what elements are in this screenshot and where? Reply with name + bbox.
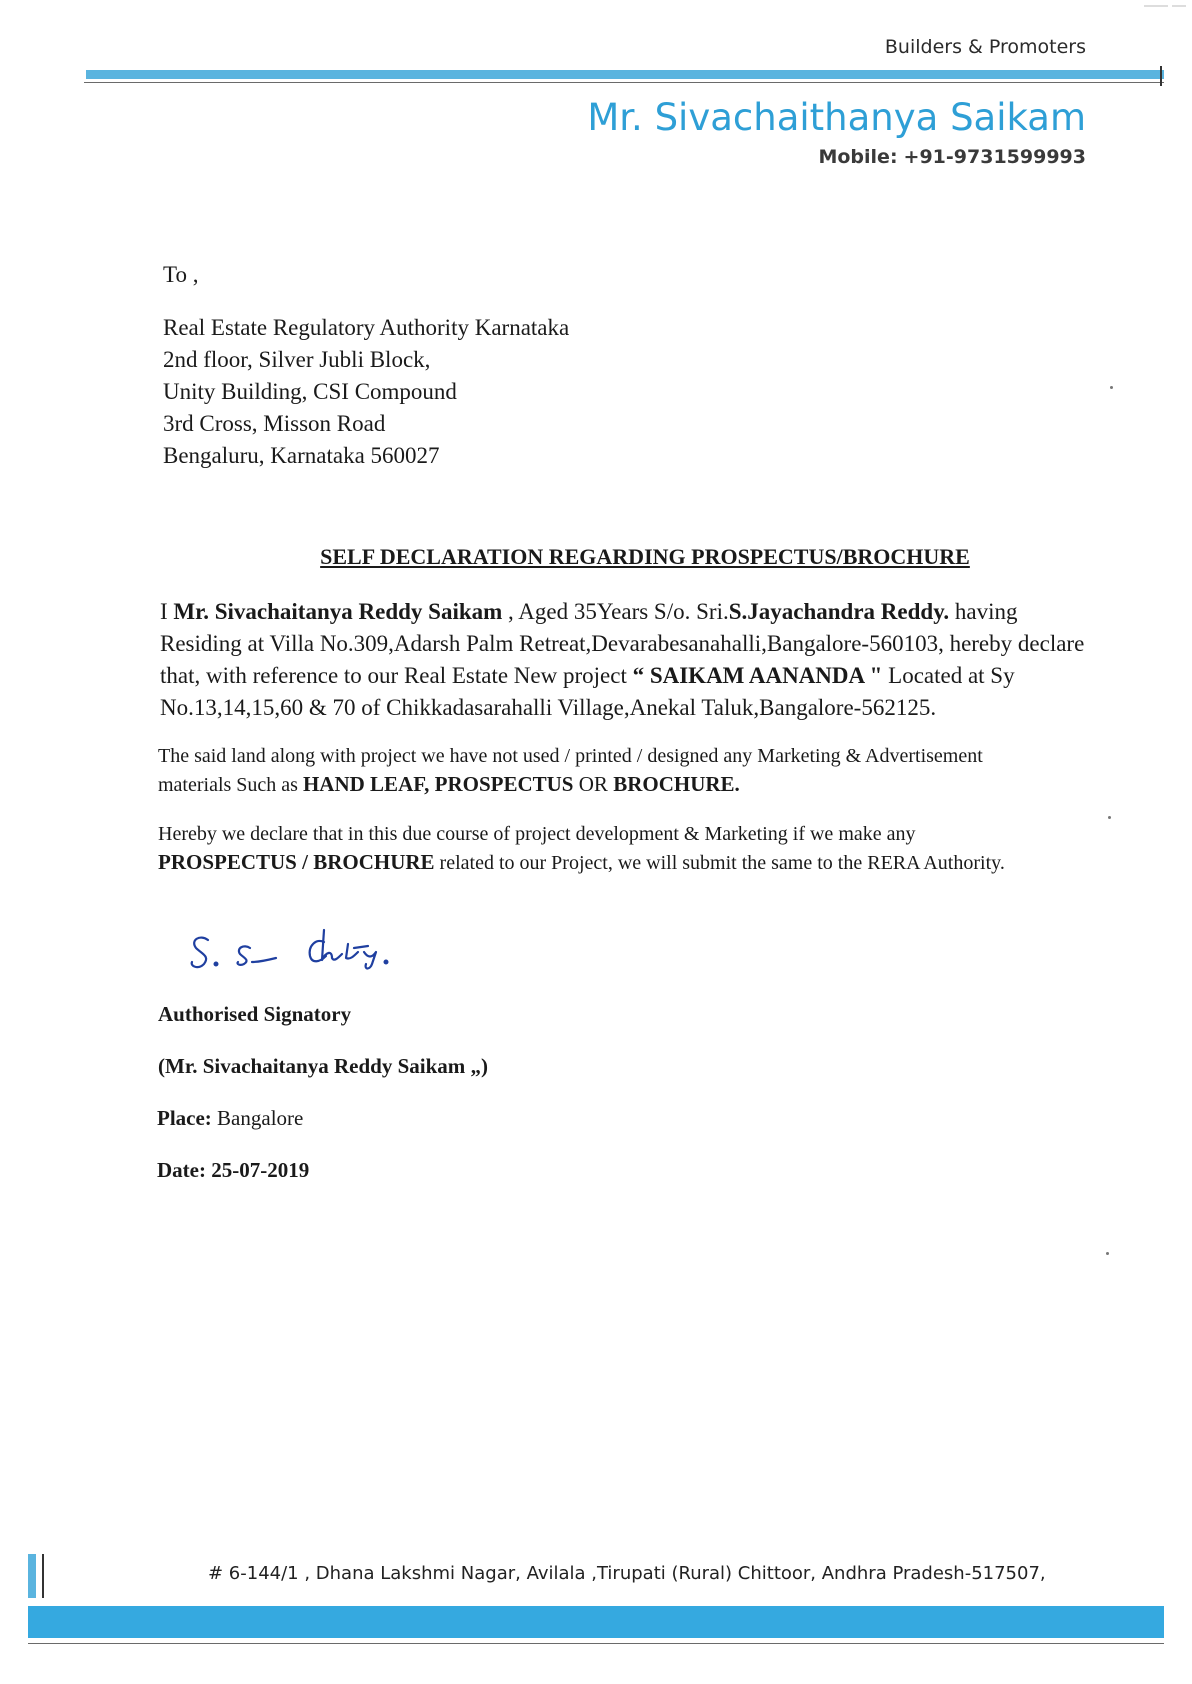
para1-line3-start: that, with reference to our Real Estate New project bbox=[160, 663, 633, 688]
para2-bold-items: HAND LEAF, PROSPECTUS bbox=[302, 772, 574, 796]
signatory-name: (Mr. Sivachaitanya Reddy Saikam „) bbox=[158, 1054, 489, 1078]
footer-rule bbox=[28, 1643, 1164, 1644]
date-label: Date: 25-07-2019 bbox=[157, 1158, 310, 1182]
header-rule-cap bbox=[1160, 66, 1162, 86]
para1-line-2: Residing at Villa No.309,Adarsh Palm Retreat,Devarabesanahalli,Bangalore-560103, hereby declare bbox=[160, 631, 1085, 656]
declaration-paragraph-3 bbox=[158, 820, 1143, 877]
para2-line2-mid: OR bbox=[573, 772, 614, 796]
footer-bar bbox=[28, 1606, 1164, 1638]
footer-accent-line bbox=[42, 1554, 44, 1598]
para3-line2-rest: related to our Project, we will submit the same to the RERA Authority. bbox=[434, 852, 1005, 874]
signatory-role: Authorised Signatory bbox=[158, 1002, 352, 1026]
para1-prefix: I bbox=[160, 599, 174, 624]
address-line: 2nd floor, Silver Jubli Block, bbox=[163, 347, 431, 372]
declaration-paragraph-1 bbox=[160, 596, 1145, 724]
address-line: Unity Building, CSI Compound bbox=[163, 379, 457, 404]
footer-address: # 6-144/1 , Dhana Lakshmi Nagar, Avilala ,Tirupati (Rural) Chittoor, Andhra Pradesh-517507, bbox=[208, 1563, 1046, 1584]
place-value: Bangalore bbox=[211, 1106, 304, 1130]
place-line bbox=[157, 1106, 303, 1131]
para1-age: , Aged 35Years S/o. Sri. bbox=[502, 599, 729, 624]
scan-speck bbox=[1106, 1252, 1109, 1255]
declaration-paragraph-2 bbox=[158, 742, 1143, 799]
header-rule-thin bbox=[84, 82, 1164, 83]
scan-speck bbox=[1108, 816, 1111, 819]
para2-line2-start: materials Such as bbox=[158, 774, 303, 796]
para3-line-1: Hereby we declare that in this due course of project development & Marketing if we make any bbox=[158, 823, 916, 845]
father-name: S.Jayachandra Reddy. bbox=[728, 599, 950, 624]
header-rule bbox=[86, 70, 1164, 79]
para2-line-1: The said land along with project we have not used / printed / designed any Marketing & Advertisement bbox=[158, 745, 983, 767]
scan-speck bbox=[1110, 386, 1113, 389]
para2-bold-end: BROCHURE. bbox=[613, 772, 740, 796]
place-label: Place: bbox=[157, 1106, 212, 1130]
salutation: To , bbox=[163, 262, 199, 287]
footer-accent-bar bbox=[28, 1554, 36, 1598]
letterhead-tagline: Builders & Promoters bbox=[884, 36, 1086, 58]
letterhead-name: Mr. Sivachaithanya Saikam bbox=[587, 96, 1086, 139]
para2-line-2 bbox=[158, 770, 1143, 799]
para1-line1-end: having bbox=[949, 599, 1018, 624]
para3-bold: PROSPECTUS / BROCHURE bbox=[158, 850, 435, 874]
mobile-number: +91-9731599993 bbox=[903, 146, 1086, 168]
para1-line-4: No.13,14,15,60 & 70 of Chikkadasarahalli Village,Anekal Taluk,Bangalore-562125. bbox=[160, 695, 937, 720]
address-line: Bengaluru, Karnataka 560027 bbox=[163, 443, 440, 468]
project-name: “ SAIKAM AANANDA " bbox=[632, 663, 883, 688]
para1-line-3 bbox=[160, 660, 1145, 692]
address-line: 3rd Cross, Misson Road bbox=[163, 411, 386, 436]
para1-line3-end: Located at Sy bbox=[882, 663, 1015, 688]
document-heading: SELF DECLARATION REGARDING PROSPECTUS/BROCHURE bbox=[320, 544, 970, 569]
letterhead-mobile bbox=[818, 146, 1086, 168]
recipient-address bbox=[163, 312, 569, 472]
handwritten-signature-icon bbox=[186, 918, 426, 978]
corner-marks bbox=[1106, 4, 1186, 8]
address-line: Real Estate Regulatory Authority Karnataka bbox=[163, 315, 570, 340]
para1-line-1 bbox=[160, 596, 1145, 628]
para3-line-2 bbox=[158, 848, 1143, 877]
mobile-label: Mobile: bbox=[818, 146, 898, 168]
declarant-name: Mr. Sivachaitanya Reddy Saikam bbox=[173, 599, 503, 624]
date-line bbox=[157, 1158, 309, 1183]
